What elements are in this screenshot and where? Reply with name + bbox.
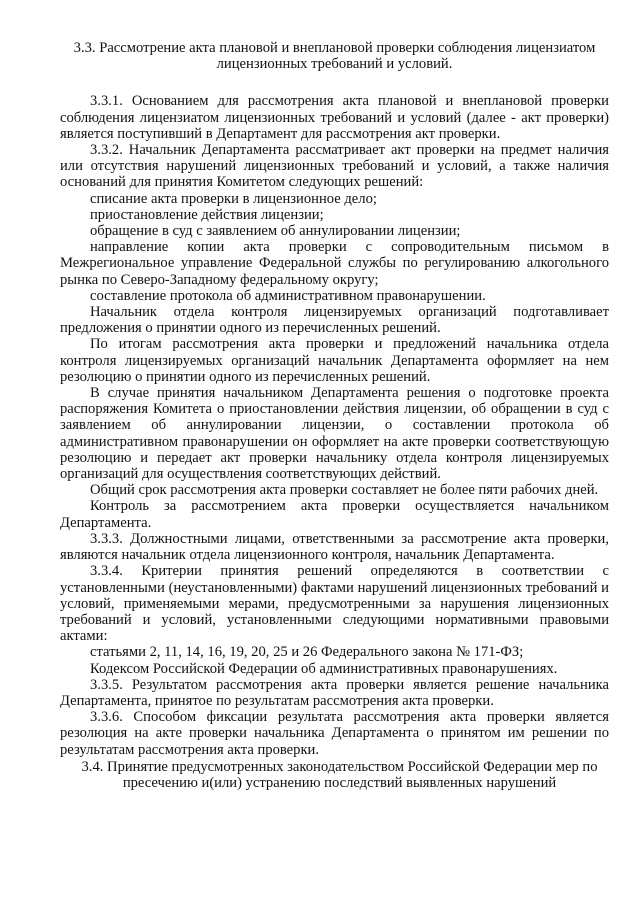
list-item-decision: направление копии акта проверки с сопроводительным письмом в Межрегиональное управление Федеральной службы по регулированию алкогольного рынка по Северо-Западному федеральному округу; [60, 239, 609, 288]
paragraph-3-3-4: 3.3.4. Критерии принятия решений определяются в соответствии с установленными (неустановленными) фактами нарушений лицензионных требований и условий, применяемыми мерами, предусмотренными за нарушения лицензионных требований и условий, установленными следующими нормативными правовыми актами: [60, 563, 609, 645]
paragraph-3-3-1: 3.3.1. Основанием для рассмотрения акта плановой и внеплановой проверки соблюдения лицензиатом лицензионных требований и условий (далее - акт проверки) является поступивший в Департамент для рассмотрения акт проверки. [60, 93, 609, 142]
paragraph-resolution: По итогам рассмотрения акта проверки и предложений начальника отдела контроля лицензируемых организаций начальник Департамента оформляет на нем резолюцию о принятии одного из перечисленных решений. [60, 336, 609, 385]
section-heading-3-4: 3.4. Принятие предусмотренных законодательством Российской Федерации мер по пресечению и(или) устранению последствий выявленных нарушений [81, 758, 598, 791]
paragraph-3-3-5: 3.3.5. Результатом рассмотрения акта проверки является решение начальника Департамента, принятое по результатам рассмотрения акта проверки. [60, 676, 609, 709]
list-item-decision: списание акта проверки в лицензионное дело; [90, 190, 377, 207]
list-item-legal-act: статьями 2, 11, 14, 16, 19, 20, 25 и 26 Федерального закона № 171-ФЗ; [90, 644, 524, 661]
list-item-decision: обращение в суд с заявлением об аннулировании лицензии; [90, 223, 461, 240]
section-heading-3-3: 3.3. Рассмотрение акта плановой и внеплановой проверки соблюдения лицензиатом лицензионных требований и условий. [73, 40, 596, 73]
list-item-legal-act: Кодексом Российской Федерации об административных правонарушениях. [90, 660, 558, 677]
paragraph-control: Контроль за рассмотрением акта проверки осуществляется начальником Департамента. [60, 498, 609, 531]
paragraph-3-3-6: 3.3.6. Способом фиксации результата рассмотрения акта проверки является резолюция на акте проверки начальника Департамента о принятом им решении по результатам рассмотрения акта проверки. [60, 709, 609, 758]
paragraph-suspension-case: В случае принятия начальником Департамента решения о подготовке проекта распоряжения Комитета о приостановлении действия лицензии, об обращении в суд с заявлением об аннулировании лицензии, о составлении протокола об административном правонарушении он оформляет на акте проверки соответствующую резолюцию и передает акт проверки начальнику отдела контроля лицензируемых организаций для осуществления соответствующих действий. [60, 385, 609, 483]
paragraph-3-3-3: 3.3.3. Должностными лицами, ответственными за рассмотрение акта проверки, являются начальник отдела лицензионного контроля, начальник Департамента. [60, 530, 609, 564]
paragraph-3-3-2: 3.3.2. Начальник Департамента рассматривает акт проверки на предмет наличия или отсутствия нарушений лицензионных требований и условий, а также наличия оснований для принятия Комитетом следующих решений: [60, 142, 609, 191]
paragraph-review-term: Общий срок рассмотрения акта проверки составляет не более пяти рабочих дней. [90, 482, 599, 499]
list-item-decision: составление протокола об административном правонарушении. [90, 287, 486, 304]
paragraph-proposals: Начальник отдела контроля лицензируемых организаций подготавливает предложения о принятии одного из перечисленных решений. [60, 304, 609, 337]
list-item-decision: приостановление действия лицензии; [90, 206, 324, 223]
document-body [60, 93, 609, 757]
